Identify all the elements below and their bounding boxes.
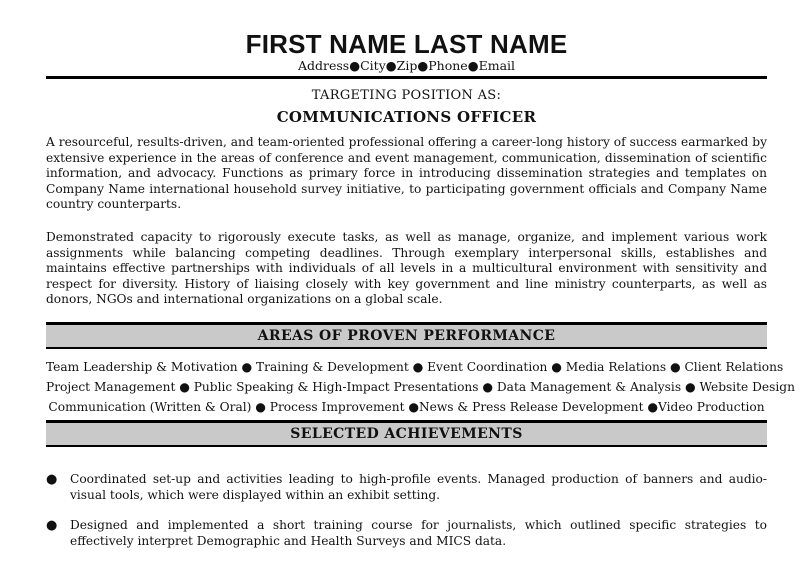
summary-paragraph-2: Demonstrated capacity to rigorously execute tasks, as well as manage, organize, and implement various work assignments while balancing competing deadlines. Through exemplary interpersonal skills, establishes and maintains effective partnerships with individuals of all levels in a multicultural environment with sensitivity and respect for diversity. History of liaising closely with key government and line ministry counterparts, as well as donors, NGOs and international organizations on a global scale. — [46, 230, 767, 307]
achievement-text-1: Coordinated set-up and activities leading to high-profile events. Managed production of banners and audio-visual tools, which were displayed within an exhibit setting. — [70, 472, 767, 502]
bullet-icon: ● — [46, 472, 58, 487]
targeting-label: TARGETING POSITION AS: — [311, 88, 502, 103]
summary-paragraph-1: A resourceful, results-driven, and team-oriented professional offering a career-long history of success earmarked by extensive experience in the areas of conference and event management, communication, dissemination of scientific information, and advocacy. Functions as primary force in introducing dissemination strategies and templates on Company Name international household survey initiative, to participating government officials and Company Name country counterparts. — [46, 135, 767, 212]
header-divider — [46, 76, 767, 79]
section-heading-performance: AREAS OF PROVEN PERFORMANCE — [46, 322, 767, 349]
skills-line-1: Team Leadership & Motivation ● Training & Development ● Event Coordination ● Media Relations ● Client Relations — [46, 360, 784, 374]
skills-line-2: Project Management ● Public Speaking & High-Impact Presentations ● Data Management & Analysis ● Website Design — [46, 380, 795, 394]
skills-list — [46, 357, 795, 417]
section-heading-achievements: SELECTED ACHIEVEMENTS — [46, 420, 767, 447]
candidate-name: FIRST NAME LAST NAME — [245, 29, 568, 59]
skills-line-3: Communication (Written & Oral) ● Process Improvement ●News & Press Release Development ●Video Production — [48, 400, 765, 414]
contact-line: Address●City●Zip●Phone●Email — [297, 58, 516, 73]
target-position-title: COMMUNICATIONS OFFICER — [276, 108, 537, 126]
achievement-text-2: Designed and implemented a short training course for journalists, which outlined specific strategies to effectively interpret Demographic and Health Surveys and MICS data. — [70, 518, 767, 548]
bullet-icon: ● — [46, 518, 58, 533]
